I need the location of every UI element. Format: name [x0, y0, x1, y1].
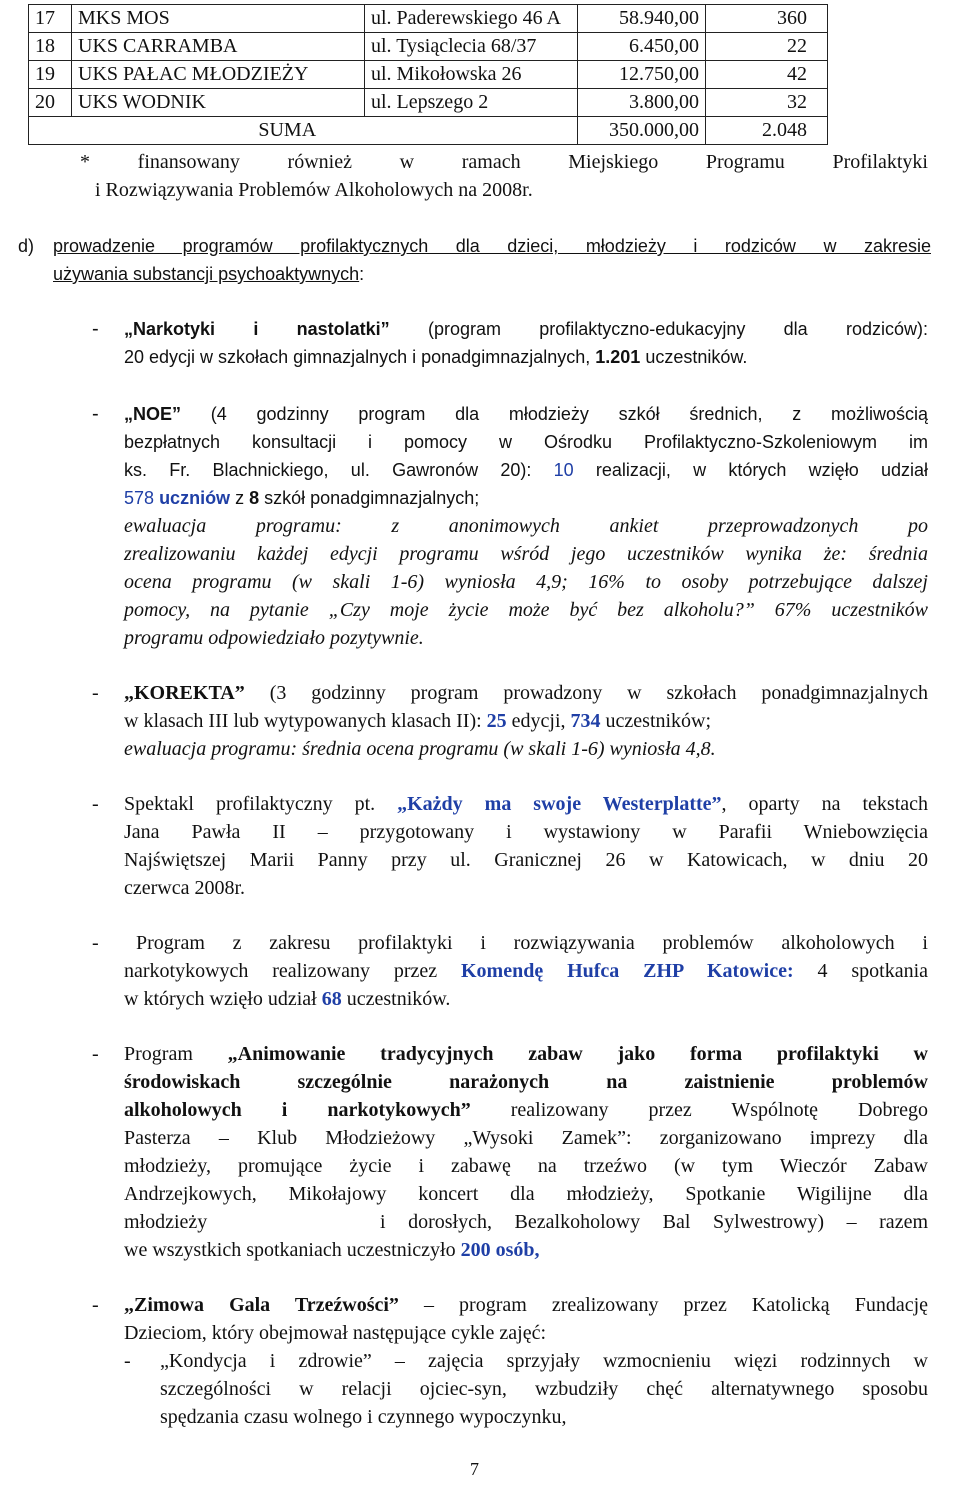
- zhp-organization: Komendę Hufca ZHP Katowice:: [461, 960, 794, 982]
- gala-line-1: [124, 1291, 928, 1319]
- animowanie-intro: Program: [124, 1043, 193, 1065]
- noe-students-label: uczniów: [159, 488, 231, 508]
- animowanie-line-7-b: i dorosłych, Bezalkoholowy Bal Sylwestrowy) – razem: [380, 1211, 928, 1233]
- section-title-line-2: [53, 260, 364, 288]
- club-name: MKS MOS: [72, 5, 365, 33]
- zhp-line-2: [124, 957, 928, 985]
- count-cell: 32: [706, 89, 828, 117]
- noe-title: „NOE”: [124, 404, 182, 424]
- bullet-dash: -: [92, 682, 99, 704]
- spektakl-intro: Spektakl profilaktyczny pt.: [124, 793, 376, 815]
- narkotyki-participants-label: uczestników.: [645, 347, 748, 367]
- spektakl-line-3: Najświętszej Marii Panny przy ul. Granicznej 26 w Katowicach, w dniu 20: [124, 849, 928, 871]
- spektakl-line-2: Jana Pawła II – przygotowany i wystawiony w Parafii Wniebowzięcia: [124, 821, 928, 843]
- noe-schools-label: szkół ponadgimnazjalnych;: [264, 488, 480, 508]
- animowanie-line-1: [124, 1040, 928, 1068]
- gala-line-2: Dzieciom, który obejmował następujące cykle zajęć:: [124, 1322, 547, 1344]
- zhp-participants-label: uczestników.: [346, 988, 451, 1010]
- section-title-line-1: prowadzenie programów profilaktycznych dla dzieci, młodzieży i rodziców w zakresie: [53, 236, 931, 256]
- count-cell: 42: [706, 61, 828, 89]
- noe-desc: (4 godzinny program dla młodzieży szkół średnich, z możliwością: [210, 404, 928, 424]
- footnote-line-2: i Rozwiązywania Problemów Alkoholowych na 2008r.: [95, 179, 533, 201]
- zhp-line-3: [124, 985, 450, 1013]
- animowanie-summary: we wszystkich spotkaniach uczestniczyło: [124, 1239, 456, 1261]
- noe-eval-line-4: pomocy, na pytanie „Czy moje życie może być bez alkoholu?” 67% uczestników: [124, 599, 928, 621]
- bullet-dash: -: [92, 793, 99, 815]
- bullet-dash: -: [92, 932, 99, 954]
- noe-eval-line-2: zrealizowaniu każdej edycji programu wśród jego uczestników wynika że: średnia: [124, 543, 928, 565]
- noe-eval-line-5: programu odpowiedziało pozytywnie.: [124, 627, 424, 649]
- sub-bullet-dash: -: [124, 1350, 131, 1372]
- gala-organizer: – program zrealizowany przez Katolicką Fundację: [423, 1294, 929, 1316]
- page-number: 7: [470, 1459, 479, 1479]
- noe-realizations-count: 10: [553, 460, 574, 480]
- sum-amount: 350.000,00: [578, 117, 706, 145]
- narkotyki-editions: 20 edycji w szkołach gimnazjalnych i ponadgimnazjalnych,: [124, 347, 591, 367]
- sum-spacer: [29, 117, 72, 145]
- noe-eval-line-1: ewaluacja programu: z anonimowych ankiet przeprowadzonych po: [124, 515, 928, 537]
- spektakl-desc: , oparty na tekstach: [721, 793, 928, 815]
- noe-line-3: [124, 456, 928, 484]
- table-row: [29, 5, 828, 33]
- amount-cell: 6.450,00: [578, 33, 706, 61]
- table-row: [29, 33, 828, 61]
- animowanie-line-7-a: młodzieży: [124, 1211, 208, 1233]
- noe-schools-count: 8: [249, 488, 260, 508]
- row-number: 17: [29, 5, 72, 33]
- clubs-table: [28, 4, 828, 145]
- club-address: ul. Mikołowska 26: [365, 61, 578, 89]
- animowanie-participants: 200 osób,: [460, 1239, 540, 1261]
- club-name: UKS CARRAMBA: [72, 33, 365, 61]
- section-title-line-2-text: używania substancji psychoaktywnych: [53, 264, 360, 284]
- section-title-colon: :: [359, 264, 365, 284]
- korekta-participants-label: uczestników;: [605, 710, 712, 732]
- narkotyki-participants-count: 1.201: [595, 347, 641, 367]
- animowanie-line-4: Pasterza – Klub Młodzieżowy „Wysoki Zamek”: zorganizowano imprezy dla: [124, 1127, 928, 1149]
- noe-realizations-label: realizacji, w których wzięło udział: [595, 460, 928, 480]
- korekta-line-1: [124, 679, 928, 707]
- bullet-dash: -: [92, 1294, 99, 1316]
- bullet-dash: -: [92, 318, 99, 340]
- animowanie-line-2: środowiskach szczególnie narażonych na zaistnienie problemów: [124, 1071, 928, 1093]
- zhp-intro: narkotykowych realizowany przez: [124, 960, 438, 982]
- club-name: UKS WODNIK: [72, 89, 365, 117]
- noe-line-1: [124, 400, 928, 428]
- noe-line-2: bezpłatnych konsultacji i pomocy w Ośrodku Profilaktyczno-Szkoleniowym im: [124, 432, 928, 452]
- animowanie-line-5: młodzieży, promujące życie i zabawę na trzeźwo (w tym Wieczór Zabaw: [124, 1155, 928, 1177]
- sum-label: SUMA: [72, 117, 578, 145]
- gala-sub-line-3: spędzania czasu wolnego i czynnego wypoczynku,: [160, 1406, 567, 1428]
- club-address: ul. Paderewskiego 46 A: [365, 5, 578, 33]
- club-name: UKS PAŁAC MŁODZIEŻY: [72, 61, 365, 89]
- gala-title: „Zimowa Gala Trzeźwości”: [124, 1294, 399, 1316]
- korekta-classes: w klasach III lub wytypowanych klasach II):: [124, 710, 482, 732]
- row-number: 20: [29, 89, 72, 117]
- korekta-participants-count: 734: [570, 710, 601, 732]
- animowanie-line-6: Andrzejkowych, Mikołajowy koncert dla młodzieży, Spotkanie Wigilijne dla: [124, 1183, 928, 1205]
- noe-address: ks. Fr. Blachnickiego, ul. Gawronów 20):: [124, 460, 532, 480]
- row-number: 19: [29, 61, 72, 89]
- count-cell: 360: [706, 5, 828, 33]
- sum-count: 2.048: [706, 117, 828, 145]
- zhp-meetings: 4 spotkania: [817, 960, 929, 982]
- club-address: ul. Lepszego 2: [365, 89, 578, 117]
- animowanie-title-part-1: „Animowanie tradycyjnych zabaw jako forma profilaktyki w: [227, 1043, 928, 1065]
- count-cell: 22: [706, 33, 828, 61]
- korekta-title: „KOREKTA”: [124, 682, 245, 704]
- noe-students-count: 578: [124, 488, 155, 508]
- noe-eval-line-3: ocena programu (w skali 1-6) wyniosła 4,9; 16% to osoby potrzebujące dalszej: [124, 571, 928, 593]
- narkotyki-desc: (program profilaktyczno-edukacyjny dla rodziców):: [427, 319, 928, 339]
- korekta-desc: (3 godzinny program prowadzony w szkołach ponadgimnazjalnych: [269, 682, 929, 704]
- spektakl-title: „Każdy ma swoje Westerplatte”: [397, 793, 722, 815]
- narkotyki-title: „Narkotyki i nastolatki”: [124, 319, 390, 339]
- korekta-line-2: [124, 707, 711, 735]
- zhp-participated: w których wzięło udział: [124, 988, 317, 1010]
- gala-sub-line-1: „Kondycja i zdrowie” – zajęcia sprzyjały wzmocnieniu więzi rodzinnych w: [160, 1350, 928, 1372]
- zhp-participants-count: 68: [321, 988, 342, 1010]
- korekta-editions-count: 25: [486, 710, 507, 732]
- bullet-dash: -: [92, 403, 99, 425]
- table-row: [29, 89, 828, 117]
- club-address: ul. Tysiąclecia 68/37: [365, 33, 578, 61]
- narkotyki-line-2: [124, 343, 747, 371]
- animowanie-line-3: [124, 1096, 928, 1124]
- amount-cell: 58.940,00: [578, 5, 706, 33]
- bullet-dash: -: [92, 1043, 99, 1065]
- korekta-eval: ewaluacja programu: średnia ocena programu (w skali 1-6) wyniosła 4,8.: [124, 738, 716, 760]
- table-row: [29, 61, 828, 89]
- row-number: 18: [29, 33, 72, 61]
- footnote-line-1: * finansowany również w ramach Miejskiego Programu Profilaktyki: [80, 151, 928, 173]
- amount-cell: 12.750,00: [578, 61, 706, 89]
- narkotyki-line-1: [124, 315, 928, 343]
- sum-row: [29, 117, 828, 145]
- amount-cell: 3.800,00: [578, 89, 706, 117]
- animowanie-organizer: realizowany przez Wspólnotę Dobrego: [510, 1099, 928, 1121]
- section-marker: d): [18, 236, 35, 256]
- spektakl-line-4: czerwca 2008r.: [124, 877, 246, 899]
- spektakl-line-1: [124, 790, 928, 818]
- animowanie-title-part-3: alkoholowych i narkotykowych”: [124, 1099, 471, 1121]
- animowanie-line-8: [124, 1236, 539, 1264]
- noe-from: z: [235, 488, 245, 508]
- noe-line-4: [124, 484, 479, 512]
- zhp-line-1: Program z zakresu profilaktyki i rozwiązywania problemów alkoholowych i: [136, 932, 928, 954]
- korekta-editions-label: edycji,: [511, 710, 566, 732]
- gala-sub-line-2: szczególności w relacji ojciec-syn, wzbudziły chęć alternatywnego sposobu: [160, 1378, 928, 1400]
